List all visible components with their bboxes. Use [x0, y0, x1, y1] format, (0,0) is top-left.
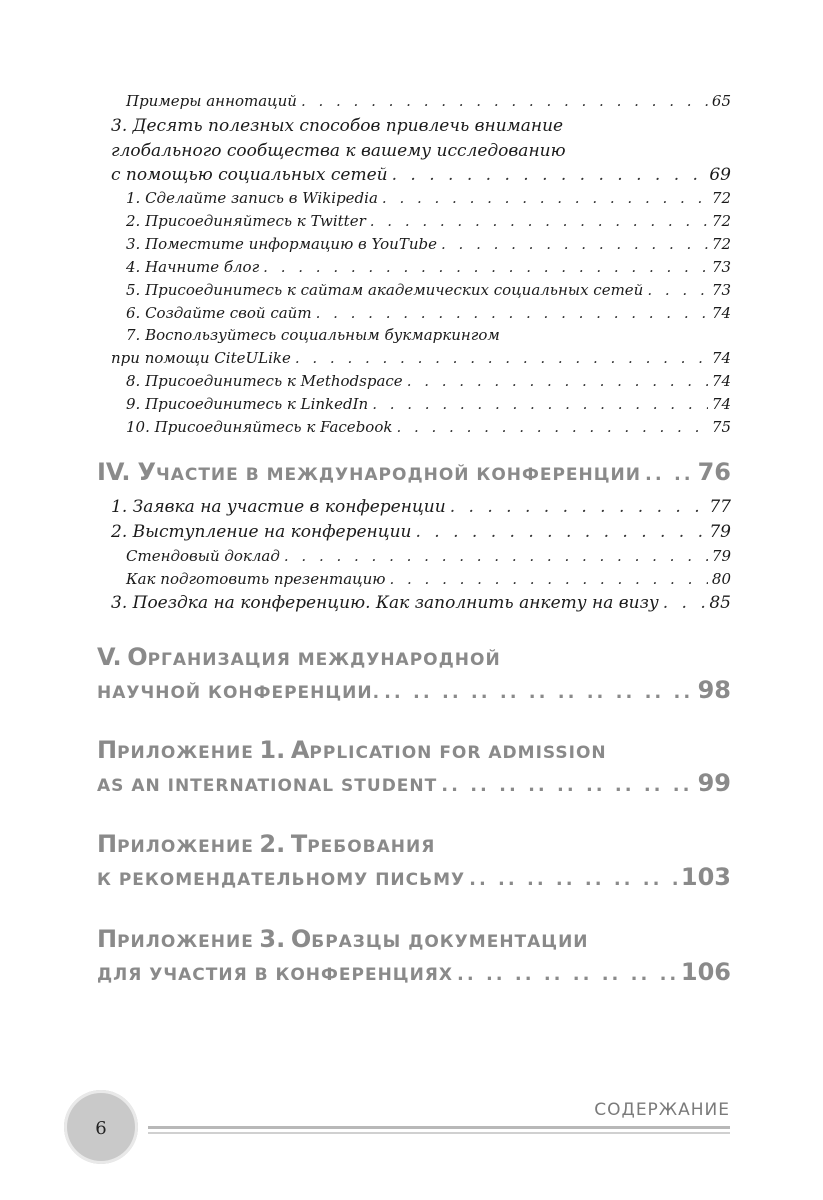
- toc-entry-title-line[interactable]: 7. Воспользуйтесь социальным букмаркингом: [126, 326, 500, 344]
- toc-entry-page: 77: [709, 497, 731, 517]
- footer-rule: [148, 1126, 730, 1129]
- toc-chapter-title-line[interactable]: 3. Десять полезных способов привлечь внимание: [111, 116, 564, 136]
- appendix-title: AS AN INTERNATIONAL STUDENT: [97, 776, 438, 796]
- toc-entry[interactable]: [126, 302, 731, 324]
- toc-entry[interactable]: [126, 416, 731, 438]
- dot-leader: [284, 545, 708, 567]
- dot-leader: [372, 393, 708, 415]
- toc-entry[interactable]: [126, 393, 731, 415]
- toc-entry[interactable]: [126, 568, 731, 590]
- toc-entry[interactable]: [126, 187, 731, 209]
- toc-entry-page: 74: [711, 372, 731, 390]
- footer-rule: [148, 1132, 730, 1134]
- toc-chapter-heading-line[interactable]: V. ОРГАНИЗАЦИЯ МЕЖДУНАРОДНОЙ: [97, 643, 501, 671]
- dot-leader: [396, 416, 707, 438]
- toc-appendix-heading-line[interactable]: ПРИЛОЖЕНИЕ 3. ОБРАЗЦЫ ДОКУМЕНТАЦИИ: [97, 925, 589, 953]
- toc-entry-title: Примеры аннотаций: [126, 92, 297, 110]
- toc-entry-title: 2. Выступление на конференции: [111, 522, 412, 542]
- toc-entry-title: 1. Заявка на участие в конференции: [111, 497, 446, 517]
- toc-appendix-heading-line[interactable]: ПРИЛОЖЕНИЕ 1. APPLICATION FOR ADMISSION: [97, 736, 607, 764]
- toc-entry[interactable]: [111, 496, 731, 518]
- toc-entry[interactable]: [126, 90, 731, 112]
- toc-appendix-heading[interactable]: [97, 958, 731, 986]
- toc-entry-page: 74: [711, 349, 731, 367]
- toc-entry-page: 80: [711, 570, 731, 588]
- toc-entry-title: Как подготовить презентацию: [126, 570, 386, 588]
- toc-entry-title: 10. Присоединяйтесь к Facebook: [126, 418, 393, 436]
- toc-entry[interactable]: [111, 164, 731, 186]
- toc-entry-page: 85: [709, 593, 731, 613]
- toc-entry-page: 72: [711, 235, 731, 253]
- toc-entry[interactable]: [126, 233, 731, 255]
- toc-entry[interactable]: [111, 347, 731, 369]
- appendix-page: 99: [697, 769, 731, 797]
- dot-leader: [295, 347, 708, 369]
- toc-entry-title: 4. Начните блог: [126, 258, 260, 276]
- toc-entry[interactable]: [126, 279, 731, 301]
- running-footer-title: СОДЕРЖАНИЕ: [594, 1100, 730, 1120]
- dot-leader: [384, 682, 694, 703]
- dot-leader: [316, 302, 708, 324]
- toc-chapter-title-line[interactable]: глобального сообщества к вашему исследованию: [111, 141, 566, 161]
- dot-leader: [645, 464, 694, 485]
- toc-entry[interactable]: [126, 370, 731, 392]
- toc-entry-title: 3. Поместите информацию в YouTube: [126, 235, 437, 253]
- page-number: 6: [95, 1117, 107, 1139]
- toc-entry-page: 72: [711, 212, 731, 230]
- dot-leader: [382, 187, 708, 209]
- toc-entry-title: Стендовый доклад: [126, 547, 280, 565]
- dot-leader: [647, 279, 708, 301]
- toc-entry-title: 1. Сделайте запись в Wikipedia: [126, 189, 378, 207]
- dot-leader: [469, 869, 677, 890]
- toc-entry[interactable]: [126, 210, 731, 232]
- toc-entry-title: 5. Присоединитесь к сайтам академических социальных сетей: [126, 281, 644, 299]
- toc-entry-title: при помощи CiteULike: [111, 349, 291, 367]
- dot-leader: [441, 775, 693, 796]
- appendix-title: К РЕКОМЕНДАТЕЛЬНОМУ ПИСЬМУ: [97, 870, 466, 890]
- toc-entry-page: 65: [711, 92, 731, 110]
- dot-leader: [450, 496, 706, 518]
- toc-entry-title: 8. Присоединитесь к Methodspace: [126, 372, 403, 390]
- page-number-badge: [64, 1090, 138, 1164]
- toc-entry-title: 9. Присоединитесь к LinkedIn: [126, 395, 369, 413]
- dot-leader: [441, 233, 708, 255]
- dot-leader: [407, 370, 708, 392]
- toc-entry-page: 79: [709, 522, 731, 542]
- dot-leader: [389, 568, 707, 590]
- dot-leader: [663, 592, 706, 614]
- dot-leader: [370, 210, 708, 232]
- toc-entry-page: 75: [711, 418, 731, 436]
- dot-leader: [263, 256, 708, 278]
- appendix-page: 103: [680, 863, 731, 891]
- toc-chapter-heading[interactable]: [97, 676, 731, 704]
- toc-entry-page: 72: [711, 189, 731, 207]
- toc-appendix-heading[interactable]: [97, 769, 731, 797]
- toc-entry-title: 2. Присоединяйтесь к Twitter: [126, 212, 366, 230]
- toc-entry-page: 79: [711, 547, 731, 565]
- toc-entry[interactable]: [126, 256, 731, 278]
- toc-entry-page: 74: [711, 304, 731, 322]
- toc-entry-title: с помощью социальных сетей: [111, 165, 388, 185]
- dot-leader: [301, 90, 708, 112]
- chapter-title: IV. УЧАСТИЕ В МЕЖДУНАРОДНОЙ КОНФЕРЕНЦИИ: [97, 458, 641, 486]
- appendix-title: ДЛЯ УЧАСТИЯ В КОНФЕРЕНЦИЯХ: [97, 965, 453, 985]
- toc-appendix-heading-line[interactable]: ПРИЛОЖЕНИЕ 2. ТРЕБОВАНИЯ: [97, 830, 436, 858]
- toc-entry[interactable]: [126, 545, 731, 567]
- toc-appendix-heading[interactable]: [97, 863, 731, 891]
- toc-entry-title: 3. Поездка на конференцию. Как заполнить анкету на визу: [111, 593, 659, 613]
- toc-entry-page: 73: [711, 281, 731, 299]
- toc-entry[interactable]: [111, 592, 731, 614]
- toc-entry-page: 69: [709, 165, 731, 185]
- toc-chapter-heading[interactable]: [97, 458, 731, 486]
- toc-entry-page: 74: [711, 395, 731, 413]
- chapter-page: 98: [697, 676, 731, 704]
- dot-leader: [416, 521, 706, 543]
- toc-entry[interactable]: [111, 521, 731, 543]
- dot-leader: [457, 964, 677, 985]
- chapter-title: НАУЧНОЙ КОНФЕРЕНЦИИ.: [97, 683, 381, 703]
- chapter-page: 76: [697, 458, 731, 486]
- toc-entry-title: 6. Создайте свой сайт: [126, 304, 312, 322]
- dot-leader: [392, 164, 706, 186]
- appendix-page: 106: [680, 958, 731, 986]
- toc-entry-page: 73: [711, 258, 731, 276]
